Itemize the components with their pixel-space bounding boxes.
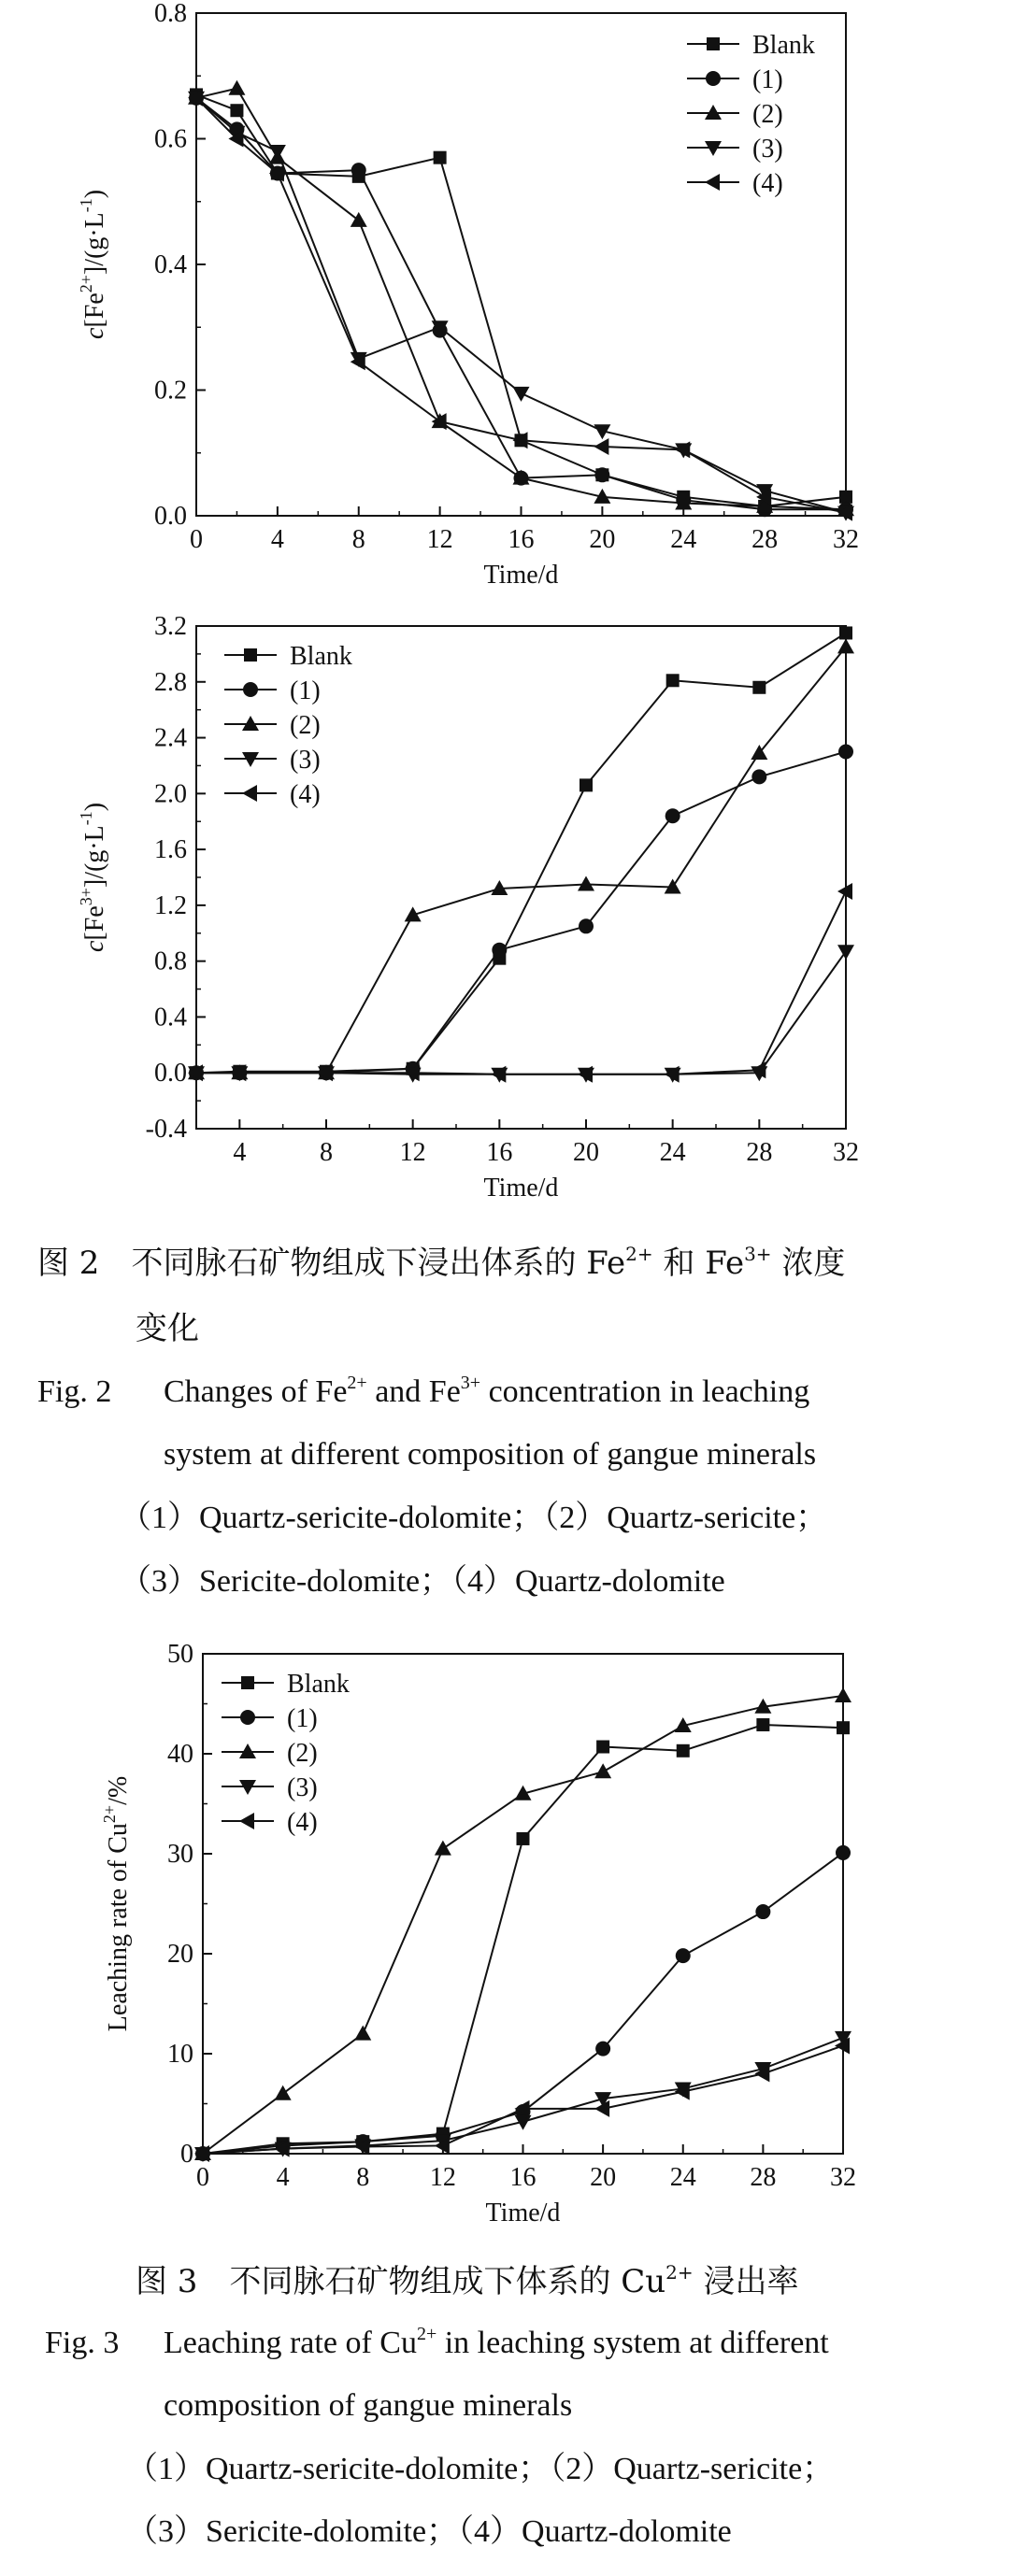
fig3-legend-line1 — [126, 2451, 834, 2488]
fig2-en-sup2: 3+ — [460, 1373, 481, 1393]
fe3-y-tick-label: 0.8 — [154, 946, 187, 976]
fig2-cn-sup1: 2+ — [625, 1243, 653, 1265]
fe2-data-point — [594, 438, 608, 455]
fig3-en-text-a: Leaching rate of Cu — [164, 2326, 417, 2360]
cu-legend-marker — [241, 1676, 254, 1689]
fe3-data-point — [579, 918, 594, 933]
fe2-data-point — [228, 80, 245, 95]
fe3-x-tick-label: 4 — [233, 1138, 247, 1167]
cu-data-point — [835, 1687, 851, 1702]
fe3-legend — [224, 642, 352, 809]
fe3-legend-marker — [244, 648, 257, 662]
fig3-legend-line2-text: （3）Sericite-dolomite；（4）Quartz-dolomite — [126, 2514, 732, 2549]
fe2-y-tick-label: 0.0 — [154, 502, 187, 531]
fe3-y-tick-label: 3.2 — [154, 612, 187, 641]
fe2-y-tick-label: 0.2 — [154, 376, 187, 406]
cu-legend-label: Blank — [287, 1670, 350, 1699]
chart-fe3 — [0, 598, 1016, 1233]
fig2-en-caption-line2 — [164, 1436, 816, 1473]
cu-y-tick-label: 40 — [167, 1740, 193, 1769]
fig2-legend-line2 — [120, 1563, 725, 1601]
figure-3-caption — [0, 2224, 1016, 2576]
fig3-en-caption-line2 — [164, 2387, 572, 2425]
cu-legend-label: (4) — [287, 1808, 318, 1837]
fig2-cn-caption-line1 — [37, 1245, 845, 1282]
cu-series-line — [203, 2045, 843, 2154]
cu-x-tick-label: 12 — [429, 2163, 456, 2192]
fe2-y-tick-label: 0.6 — [154, 124, 187, 154]
fe3-series-line — [196, 951, 846, 1075]
fig2-legend-line2-text: （3）Sericite-dolomite；（4）Quartz-dolomite — [120, 1564, 725, 1599]
fe3-data-point — [839, 626, 852, 639]
fe2-legend-marker — [707, 37, 720, 50]
fe3-y-tick-label: 1.6 — [154, 835, 187, 865]
fe3-data-point — [752, 681, 766, 694]
cu-data-point — [275, 2085, 292, 2100]
fig3-legend-line1-text: （1）Quartz-sericite-dolomite；（2）Quartz-sericite； — [126, 2452, 835, 2486]
fe3-legend-label: (3) — [290, 746, 321, 775]
fig3-cn-sup: 2+ — [665, 2261, 694, 2284]
cu-data-point — [836, 1845, 851, 1860]
cu-x-tick-label: 24 — [669, 2163, 696, 2192]
fe3-legend-label: (2) — [290, 711, 321, 740]
fig3-en-caption-line1 — [164, 2325, 829, 2362]
cu-series-2 — [195, 1845, 851, 2161]
fe2-legend-label: (1) — [752, 65, 783, 94]
fig3-cn-caption — [136, 2263, 798, 2300]
fe2-x-tick-label: 4 — [270, 525, 284, 554]
fe3-x-axis-label: Time/d — [483, 1174, 559, 1203]
fe2-data-point — [351, 212, 367, 227]
fe2-data-point — [434, 151, 447, 164]
cu-data-point — [594, 1763, 611, 1778]
fe3-legend-label: (1) — [290, 676, 321, 705]
fe3-y-tick-label: 2.8 — [154, 667, 187, 697]
fe3-x-tick-label: 32 — [833, 1138, 859, 1167]
cu-x-axis-label: Time/d — [485, 2199, 561, 2224]
fe3-y-tick-label: 1.2 — [154, 890, 187, 920]
fig2-en-label — [37, 1373, 111, 1411]
fe3-x-tick-label: 28 — [746, 1138, 773, 1167]
cu-data-point — [677, 1744, 690, 1758]
fe3-x-tick-label: 16 — [486, 1138, 513, 1167]
fe3-data-point — [751, 769, 766, 784]
fig2-cn-caption-line2 — [136, 1310, 199, 1347]
cu-data-point — [596, 1741, 609, 1754]
cu-x-tick-label: 16 — [509, 2163, 537, 2192]
cu-x-tick-label: 32 — [830, 2163, 856, 2192]
fe2-legend-label: (4) — [752, 169, 783, 198]
cu-data-point — [595, 2042, 610, 2057]
cu-x-tick-label: 4 — [276, 2163, 290, 2192]
cu-x-tick-label: 0 — [196, 2163, 209, 2192]
fe2-data-point — [594, 467, 609, 482]
cu-x-tick-label: 20 — [590, 2163, 617, 2192]
cu-data-point — [755, 1904, 770, 1919]
fig2-en-line2-text: system at different composition of gangue minerals — [164, 1437, 817, 1472]
fe2-legend-marker — [705, 174, 720, 191]
chart-fe3-svg — [0, 598, 1016, 1233]
fe2-data-point — [230, 104, 243, 117]
chart-fe2 — [0, 0, 1016, 598]
fig2-en-text-b: and Fe — [366, 1374, 461, 1409]
fe2-x-tick-label: 24 — [670, 525, 697, 554]
cu-y-tick-label: 50 — [167, 1640, 193, 1669]
fe3-data-point — [838, 745, 853, 760]
fe2-y-tick-label: 0.8 — [154, 0, 187, 28]
fe2-y-axis-label: $c[Fe^{2+}]/(g\cdot L^{-1})$ — [77, 189, 109, 340]
fig3-en-line2-text: composition of gangue minerals — [164, 2388, 573, 2423]
fig2-en-text-c: concentration in leaching — [480, 1374, 810, 1409]
fig2-cn-text-a: 图 2 不同脉石矿物组成下浸出体系的 Fe — [37, 1245, 626, 1282]
cu-legend-marker — [239, 1813, 254, 1829]
fe3-legend-label: Blank — [290, 642, 352, 671]
chart-fe2-svg — [0, 0, 1016, 598]
cu-y-tick-label: 30 — [167, 1840, 193, 1869]
fig2-legend-line1-text: （1）Quartz-sericite-dolomite；（2）Quartz-sericite； — [120, 1501, 828, 1535]
chart-cu2-leaching — [0, 1607, 1016, 2224]
fe2-y-tick-label: 0.4 — [154, 250, 187, 279]
fe2-x-tick-label: 20 — [589, 525, 616, 554]
cu-series-4 — [194, 2031, 851, 2162]
fe3-series-3 — [188, 638, 854, 1079]
fe2-series-line — [196, 98, 846, 513]
fe2-legend-label: (3) — [752, 135, 783, 164]
fe3-data-point — [837, 638, 854, 653]
fe3-series-5 — [188, 883, 852, 1083]
fe3-x-tick-label: 20 — [573, 1138, 599, 1167]
fe3-data-point — [665, 808, 680, 823]
fe3-y-axis-label: $c[Fe^{3+}]/(g\cdot L^{-1})$ — [77, 802, 109, 953]
cu-y-tick-label: 10 — [167, 2040, 193, 2069]
fe2-data-point — [351, 163, 366, 178]
cu-series-line — [203, 2038, 843, 2154]
fe3-legend-marker — [243, 682, 258, 697]
fe2-x-axis-label: Time/d — [483, 561, 559, 590]
fe2-x-tick-label: 0 — [190, 525, 203, 554]
fe3-series-4 — [188, 945, 854, 1083]
fe3-legend-marker — [242, 785, 257, 802]
fig2-cn-line2-text: 变化 — [136, 1310, 199, 1347]
cu-data-point — [676, 1948, 691, 1963]
fig3-cn-text-a: 图 3 不同脉石矿物组成下体系的 Cu — [136, 2263, 666, 2300]
fe3-series-2 — [189, 745, 853, 1081]
cu-data-point — [517, 1832, 530, 1845]
fig2-en-sup1: 2+ — [347, 1373, 367, 1393]
fe2-legend-marker — [706, 71, 721, 86]
fe2-data-point — [269, 145, 286, 160]
cu-legend — [222, 1670, 350, 1837]
fe2-x-tick-label: 32 — [833, 525, 859, 554]
fig3-legend-line2 — [126, 2513, 732, 2551]
fe2-x-tick-label: 16 — [508, 525, 535, 554]
cu-legend-label: (3) — [287, 1773, 318, 1802]
fig3-en-label — [45, 2325, 119, 2362]
fe3-y-tick-label: -0.4 — [145, 1115, 187, 1144]
fe2-x-tick-label: 12 — [426, 525, 453, 554]
fe3-legend-label: (4) — [290, 780, 321, 809]
fig2-legend-line1 — [120, 1500, 827, 1537]
fig2-cn-text-c: 浓度 — [771, 1245, 846, 1282]
cu-y-axis-label: Leaching rate of $Cu^{2+}/\%$ — [100, 1775, 133, 2032]
cu-y-tick-label: 0 — [180, 2140, 193, 2169]
fig3-en-label-text: Fig. 3 — [45, 2326, 120, 2360]
fe2-legend — [687, 31, 815, 198]
chart-cu2-svg — [0, 1607, 1016, 2224]
figure-2-caption — [0, 1233, 1016, 1607]
fe3-x-tick-label: 24 — [659, 1138, 686, 1167]
cu-data-point — [435, 1841, 451, 1856]
cu-legend-label: (2) — [287, 1739, 318, 1768]
fig2-en-text-a: Changes of Fe — [164, 1374, 348, 1409]
fe3-y-tick-label: 0.0 — [154, 1059, 187, 1089]
fe3-series-line — [196, 891, 846, 1075]
fig3-cn-text-b: 浸出率 — [693, 2263, 799, 2300]
fig2-en-caption-line1 — [164, 1373, 809, 1411]
fe2-series-line — [196, 98, 846, 509]
cu-x-tick-label: 8 — [356, 2163, 370, 2192]
cu-legend-marker — [240, 1710, 255, 1725]
fe2-x-tick-label: 8 — [351, 525, 365, 554]
fe3-y-tick-label: 0.4 — [154, 1003, 187, 1032]
fe2-legend-label: (2) — [752, 100, 783, 129]
fig2-en-label-text: Fig. 2 — [37, 1374, 112, 1409]
cu-y-tick-label: 20 — [167, 1940, 193, 1969]
fe3-data-point — [580, 778, 593, 791]
cu-data-point — [354, 2026, 371, 2041]
fe3-y-tick-label: 2.0 — [154, 779, 187, 809]
fe3-x-tick-label: 12 — [399, 1138, 426, 1167]
cu-legend-label: (1) — [287, 1704, 318, 1733]
fe2-x-tick-label: 28 — [751, 525, 779, 554]
fig2-cn-sup2: 3+ — [744, 1243, 772, 1265]
fe3-data-point — [578, 875, 594, 890]
fe3-data-point — [837, 945, 854, 960]
cu-x-tick-label: 28 — [750, 2163, 777, 2192]
fe2-series-line — [196, 98, 846, 513]
fig2-cn-text-b: 和 Fe — [652, 1245, 745, 1282]
cu-data-point — [837, 1721, 850, 1734]
fe2-legend-label: Blank — [752, 31, 815, 60]
cu-data-point — [756, 1718, 769, 1731]
fe2-data-point — [513, 387, 530, 402]
fe3-y-tick-label: 2.4 — [154, 723, 187, 753]
fig3-en-sup: 2+ — [416, 2324, 437, 2344]
fe3-data-point — [492, 943, 507, 958]
fig3-en-text-b: in leaching system at different — [436, 2326, 829, 2360]
fe3-data-point — [666, 674, 680, 687]
fe3-x-tick-label: 8 — [320, 1138, 333, 1167]
